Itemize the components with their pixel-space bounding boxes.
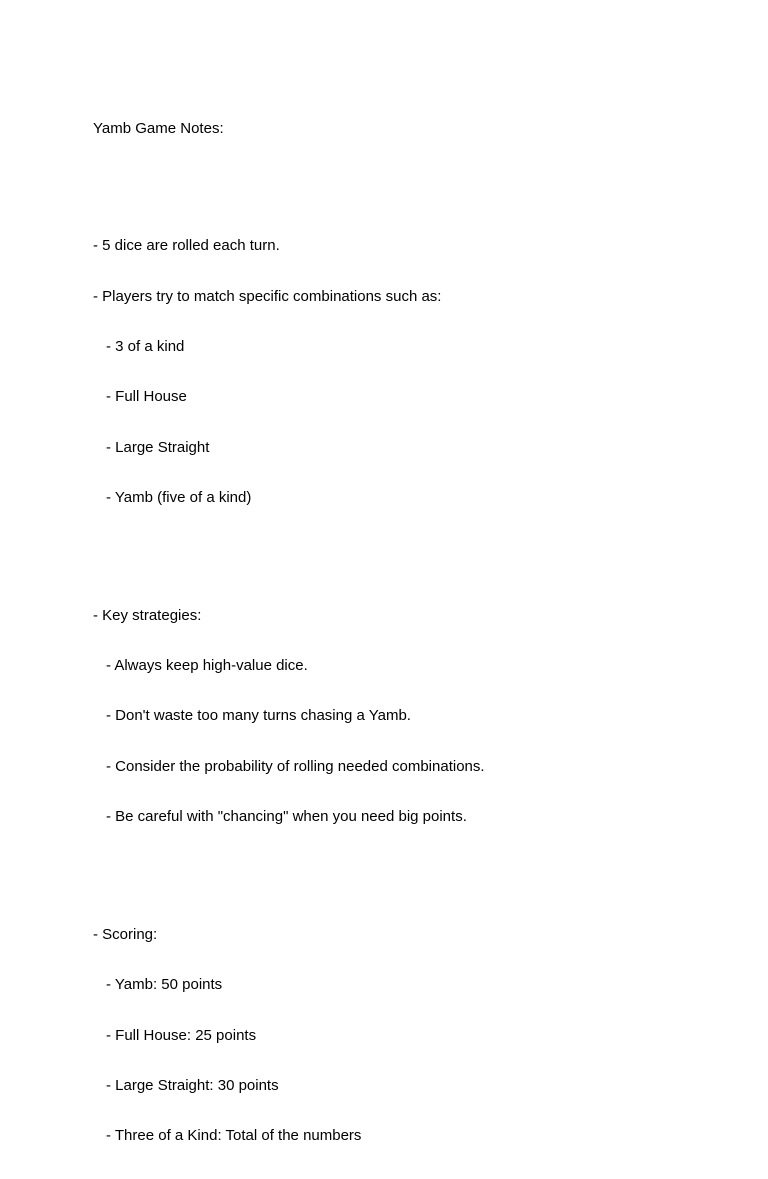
section-heading-strategies: - Key strategies: [93,606,202,624]
sub-list-item: - Three of a Kind: Total of the numbers [106,1127,362,1145]
list-item: - Players try to match specific combinations such as: [93,287,442,305]
sub-list-item: - Full House: 25 points [106,1026,257,1044]
sub-list-item: - Don't waste too many turns chasing a Yamb. [106,707,411,725]
document-title: Yamb Game Notes: [93,119,224,137]
sub-list-item: - Large Straight: 30 points [106,1077,279,1095]
list-item: - 5 dice are rolled each turn. [93,237,280,255]
sub-list-item: - Full House [106,388,187,406]
sub-list-item: - Be careful with "chancing" when you need big points. [106,808,467,826]
sub-list-item: - Consider the probability of rolling needed combinations. [106,757,485,775]
blank-line [93,860,485,877]
blank-line [93,171,485,188]
sub-list-item: - Yamb (five of a kind) [106,489,252,507]
sub-list-item: - 3 of a kind [106,337,185,355]
sub-list-item: - Large Straight [106,438,210,456]
sub-list-item: - Always keep high-value dice. [106,657,308,675]
blank-line [93,541,485,558]
notes-text [93,87,485,1179]
section-heading-scoring: - Scoring: [93,925,158,943]
sub-list-item: - Yamb: 50 points [106,976,223,994]
